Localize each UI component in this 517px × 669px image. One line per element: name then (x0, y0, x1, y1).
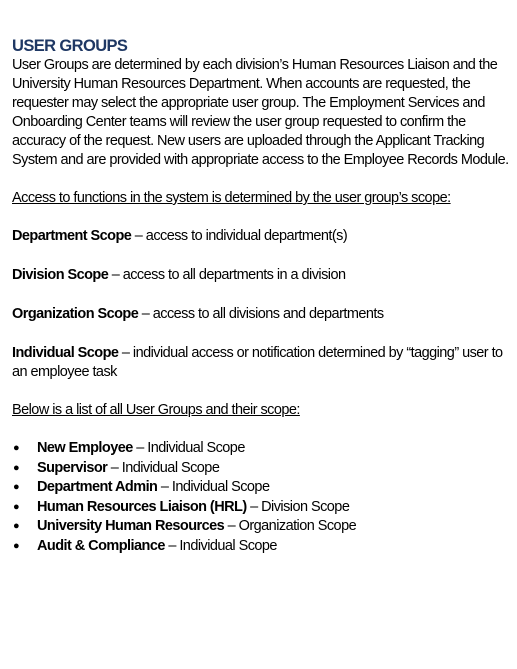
access-statement: Access to functions in the system is determined by the user group’s scope: (12, 190, 451, 206)
group-scope: – Individual Scope (157, 479, 270, 496)
bullet-icon: ● (13, 500, 20, 513)
group-scope: – Individual Scope (107, 459, 220, 476)
document-page (12, 36, 510, 557)
bullet-icon: ● (13, 520, 20, 533)
list-item (12, 439, 510, 459)
intro-paragraph: User Groups are determined by each division’s Human Resources Liaison and the University Human Resources Department. When accounts are requested, the requester may select the appropriate user group. The Employment Services and Onboarding Center teams will review the user group requested to confirm the accuracy of the request. New users are uploaded through the Applicant Tracking System and are provided with appropriate access to the Employee Records Module. (12, 57, 509, 168)
list-intro: Below is a list of all User Groups and their scope: (12, 402, 300, 418)
user-group-list (12, 439, 510, 557)
group-scope: – Division Scope (246, 498, 350, 515)
scope-term: Organization Scope (12, 306, 139, 322)
bullet-icon: ● (13, 461, 20, 474)
scope-term: Individual Scope (12, 345, 119, 361)
scope-description: – access to all departments in a division (108, 267, 346, 283)
group-name: Supervisor (37, 459, 108, 476)
bullet-icon: ● (13, 442, 20, 454)
list-item (12, 478, 510, 498)
scope-term: Department Scope (12, 228, 132, 244)
list-item (12, 537, 510, 557)
group-scope: – Organization Scope (224, 518, 357, 535)
group-name: Department Admin (37, 479, 158, 496)
group-name: New Employee (37, 440, 133, 456)
group-name: Audit & Compliance (37, 537, 165, 554)
scope-individual (12, 344, 510, 382)
bullet-icon: ● (13, 481, 20, 494)
scope-description: – access to individual department(s) (131, 228, 348, 244)
list-item (12, 498, 510, 518)
list-item (12, 459, 510, 479)
scope-organization (12, 305, 510, 324)
scope-department (12, 227, 510, 246)
scope-division (12, 266, 510, 285)
bullet-icon: ● (13, 539, 20, 552)
section-heading: USER GROUPS (12, 37, 128, 55)
scope-description: – individual access or notification determined by “tagging” user to an employee task (12, 345, 503, 380)
group-name: Human Resources Liaison (HRL) (37, 498, 247, 515)
group-scope: – Individual Scope (164, 537, 277, 554)
scope-description: – access to all divisions and departments (138, 306, 384, 322)
group-name: University Human Resources (37, 518, 225, 535)
list-item (12, 517, 510, 537)
group-scope: – Individual Scope (132, 440, 245, 456)
scope-term: Division Scope (12, 267, 109, 283)
